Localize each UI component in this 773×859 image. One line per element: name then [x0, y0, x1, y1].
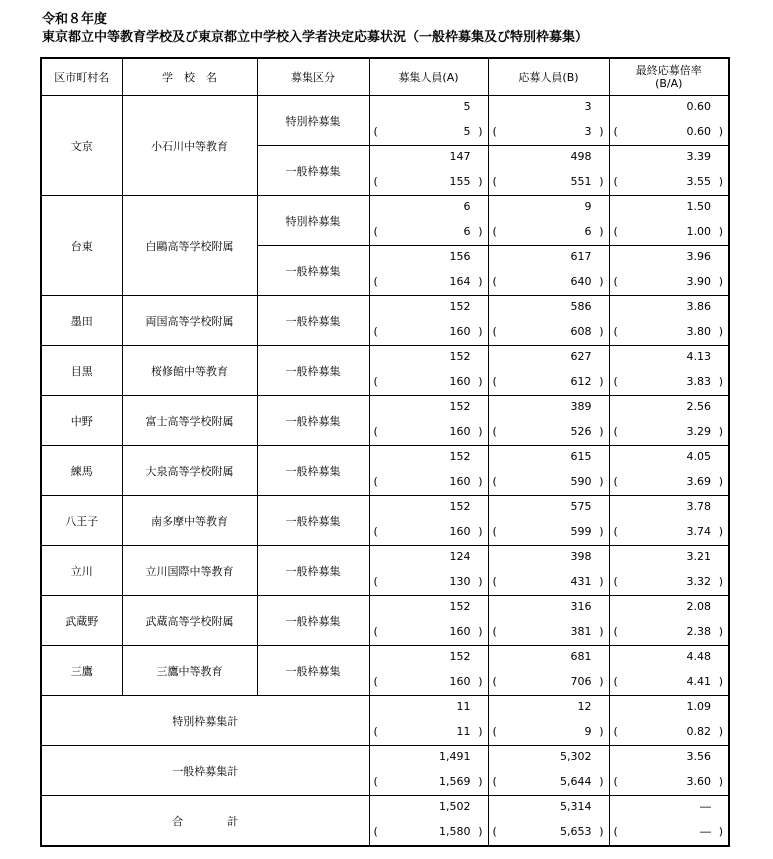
ratio-cell [609, 396, 729, 446]
capacity-prev-open-paren: ( [373, 775, 378, 788]
header-ratio [609, 58, 729, 96]
category-cell: 特別枠募集 [257, 196, 369, 246]
capacity-previous: 160 [449, 625, 471, 638]
table-row [41, 596, 729, 646]
school-cell: 大泉高等学校附属 [122, 446, 257, 496]
table-row [41, 96, 729, 146]
ratio-prev-close-paren: ) [718, 825, 723, 838]
ratio-prev-close-paren: ) [718, 725, 723, 738]
applicants-cell [488, 746, 609, 796]
capacity-previous: 11 [456, 725, 471, 738]
applicants-previous: 6 [584, 225, 592, 238]
applicants-prev-open-paren: ( [492, 775, 497, 788]
ratio-cell [609, 196, 729, 246]
ward-cell: 三鷹 [41, 646, 122, 696]
ratio-current: 2.08 [686, 600, 711, 613]
ratio-prev-close-paren: ) [718, 575, 723, 588]
capacity-prev-open-paren: ( [373, 475, 378, 488]
capacity-prev-close-paren: ) [478, 375, 483, 388]
ratio-previous: 3.29 [686, 425, 711, 438]
ratio-cell [609, 696, 729, 746]
capacity-current: 152 [449, 450, 471, 463]
applicants-cell [488, 696, 609, 746]
ratio-current: 3.96 [686, 250, 711, 263]
table-row [41, 196, 729, 246]
capacity-cell [369, 446, 488, 496]
ratio-prev-open-paren: ( [613, 475, 618, 488]
capacity-current: 6 [463, 200, 471, 213]
document-title: 東京都立中等教育学校及び東京都立中学校入学者決定応募状況（一般枠募集及び特別枠募集） [42, 30, 589, 45]
capacity-cell [369, 196, 488, 246]
ward-cell: 目黒 [41, 346, 122, 396]
capacity-current: 1,491 [439, 750, 471, 763]
applicants-previous: 381 [570, 625, 592, 638]
applicants-prev-open-paren: ( [492, 125, 497, 138]
ratio-cell [609, 646, 729, 696]
ratio-prev-open-paren: ( [613, 725, 618, 738]
header-ratio-line1: 最終応募倍率 [635, 64, 702, 77]
ratio-current: 3.78 [686, 500, 711, 513]
applicants-current: 575 [570, 500, 592, 513]
ward-cell: 中野 [41, 396, 122, 446]
ratio-previous: 2.38 [686, 625, 711, 638]
category-cell: 一般枠募集 [257, 246, 369, 296]
category-cell: 一般枠募集 [257, 446, 369, 496]
header-ratio-line2: (B/A) [655, 77, 683, 90]
applicants-prev-close-paren: ) [599, 775, 604, 788]
category-cell: 特別枠募集 [257, 96, 369, 146]
capacity-current: 124 [449, 550, 471, 563]
ratio-prev-open-paren: ( [613, 825, 618, 838]
ratio-prev-open-paren: ( [613, 425, 618, 438]
header-category: 募集区分 [257, 58, 369, 96]
capacity-prev-open-paren: ( [373, 275, 378, 288]
applicants-prev-open-paren: ( [492, 475, 497, 488]
ratio-previous: 3.69 [686, 475, 711, 488]
header-school: 学 校 名 [122, 58, 257, 96]
capacity-prev-close-paren: ) [478, 325, 483, 338]
applicants-previous: 590 [570, 475, 592, 488]
ratio-current: 1.09 [686, 700, 711, 713]
total-row [41, 746, 729, 796]
category-cell: 一般枠募集 [257, 146, 369, 196]
capacity-cell [369, 346, 488, 396]
category-cell: 一般枠募集 [257, 546, 369, 596]
ward-cell: 八王子 [41, 496, 122, 546]
capacity-current: 5 [463, 100, 471, 113]
applicants-current: 615 [570, 450, 592, 463]
capacity-prev-open-paren: ( [373, 225, 378, 238]
applicants-previous: 5,653 [560, 825, 592, 838]
category-cell: 一般枠募集 [257, 496, 369, 546]
capacity-prev-close-paren: ) [478, 275, 483, 288]
applicants-cell [488, 796, 609, 847]
ratio-prev-close-paren: ) [718, 525, 723, 538]
applicants-prev-open-paren: ( [492, 225, 497, 238]
school-cell: 両国高等学校附属 [122, 296, 257, 346]
capacity-prev-close-paren: ) [478, 425, 483, 438]
capacity-cell [369, 146, 488, 196]
capacity-prev-close-paren: ) [478, 475, 483, 488]
ratio-prev-close-paren: ) [718, 375, 723, 388]
school-cell: 立川国際中等教育 [122, 546, 257, 596]
applicants-prev-close-paren: ) [599, 625, 604, 638]
ratio-cell [609, 146, 729, 196]
capacity-prev-close-paren: ) [478, 675, 483, 688]
capacity-current: 147 [449, 150, 471, 163]
capacity-cell [369, 246, 488, 296]
category-cell: 一般枠募集 [257, 296, 369, 346]
capacity-cell [369, 596, 488, 646]
capacity-prev-close-paren: ) [478, 775, 483, 788]
applicants-cell [488, 446, 609, 496]
applicants-prev-close-paren: ) [599, 425, 604, 438]
ratio-prev-close-paren: ) [718, 425, 723, 438]
applicants-cell [488, 496, 609, 546]
capacity-cell [369, 646, 488, 696]
applicants-previous: 608 [570, 325, 592, 338]
applicants-cell [488, 246, 609, 296]
ratio-current: 2.56 [686, 400, 711, 413]
applicants-previous: 599 [570, 525, 592, 538]
applicants-prev-open-paren: ( [492, 175, 497, 188]
ratio-previous: 1.00 [686, 225, 711, 238]
capacity-prev-open-paren: ( [373, 625, 378, 638]
ratio-cell [609, 296, 729, 346]
applicants-prev-open-paren: ( [492, 375, 497, 388]
capacity-cell [369, 96, 488, 146]
applicants-current: 617 [570, 250, 592, 263]
capacity-current: 11 [456, 700, 471, 713]
capacity-prev-open-paren: ( [373, 325, 378, 338]
ratio-previous: 0.82 [686, 725, 711, 738]
capacity-prev-open-paren: ( [373, 525, 378, 538]
header-ward: 区市町村名 [41, 58, 122, 96]
ward-cell: 練馬 [41, 446, 122, 496]
capacity-prev-open-paren: ( [373, 125, 378, 138]
year-title: 令和８年度 [42, 12, 108, 27]
category-cell: 一般枠募集 [257, 596, 369, 646]
capacity-previous: 160 [449, 475, 471, 488]
school-cell: 富士高等学校附属 [122, 396, 257, 446]
capacity-previous: 164 [449, 275, 471, 288]
capacity-current: 152 [449, 300, 471, 313]
ratio-current: 3.56 [686, 750, 711, 763]
ratio-prev-open-paren: ( [613, 375, 618, 388]
ratio-previous: 3.83 [686, 375, 711, 388]
applicants-current: 389 [570, 400, 592, 413]
ratio-prev-close-paren: ) [718, 275, 723, 288]
capacity-current: 152 [449, 650, 471, 663]
capacity-previous: 130 [449, 575, 471, 588]
ratio-prev-open-paren: ( [613, 175, 618, 188]
ratio-cell [609, 746, 729, 796]
total-label-cell: 合 計 [41, 796, 369, 847]
capacity-prev-close-paren: ) [478, 825, 483, 838]
capacity-current: 152 [449, 600, 471, 613]
ratio-cell [609, 246, 729, 296]
ratio-prev-open-paren: ( [613, 625, 618, 638]
total-row [41, 696, 729, 746]
applicants-current: 3 [584, 100, 592, 113]
capacity-prev-open-paren: ( [373, 575, 378, 588]
capacity-previous: 5 [463, 125, 471, 138]
applicants-current: 627 [570, 350, 592, 363]
applicants-current: 586 [570, 300, 592, 313]
table-body [41, 96, 729, 847]
table-row [41, 646, 729, 696]
capacity-prev-open-paren: ( [373, 375, 378, 388]
applicants-prev-close-paren: ) [599, 525, 604, 538]
applicants-previous: 551 [570, 175, 592, 188]
capacity-current: 152 [449, 350, 471, 363]
applicants-prev-open-paren: ( [492, 275, 497, 288]
total-label-cell: 一般枠募集計 [41, 746, 369, 796]
applicants-current: 12 [577, 700, 592, 713]
ward-cell: 立川 [41, 546, 122, 596]
applicants-prev-close-paren: ) [599, 325, 604, 338]
capacity-prev-close-paren: ) [478, 175, 483, 188]
capacity-cell [369, 746, 488, 796]
ratio-cell [609, 596, 729, 646]
ward-cell: 武蔵野 [41, 596, 122, 646]
capacity-prev-close-paren: ) [478, 575, 483, 588]
capacity-cell [369, 796, 488, 847]
capacity-prev-close-paren: ) [478, 725, 483, 738]
applicants-prev-open-paren: ( [492, 675, 497, 688]
header-applicants: 応募人員(B) [488, 58, 609, 96]
applicants-prev-close-paren: ) [599, 375, 604, 388]
ratio-previous: 0.60 [686, 125, 711, 138]
header-capacity: 募集人員(A) [369, 58, 488, 96]
category-cell: 一般枠募集 [257, 646, 369, 696]
capacity-cell [369, 296, 488, 346]
table-row [41, 446, 729, 496]
applicants-cell [488, 596, 609, 646]
applicants-cell [488, 296, 609, 346]
applicants-cell [488, 346, 609, 396]
applicants-cell [488, 646, 609, 696]
ratio-prev-close-paren: ) [718, 225, 723, 238]
applicants-prev-open-paren: ( [492, 725, 497, 738]
ratio-previous: 3.60 [686, 775, 711, 788]
ratio-prev-open-paren: ( [613, 325, 618, 338]
table-header-row [41, 58, 729, 96]
table-row [41, 296, 729, 346]
table-row [41, 346, 729, 396]
applicants-cell [488, 196, 609, 246]
applicants-current: 5,314 [560, 800, 592, 813]
ratio-previous: 3.32 [686, 575, 711, 588]
ratio-current: 4.48 [686, 650, 711, 663]
ratio-prev-open-paren: ( [613, 775, 618, 788]
ratio-current: 1.50 [686, 200, 711, 213]
capacity-prev-open-paren: ( [373, 825, 378, 838]
capacity-cell [369, 696, 488, 746]
ward-cell: 文京 [41, 96, 122, 196]
ratio-previous: 3.80 [686, 325, 711, 338]
ratio-prev-close-paren: ) [718, 775, 723, 788]
applicants-prev-close-paren: ) [599, 175, 604, 188]
capacity-prev-open-paren: ( [373, 175, 378, 188]
capacity-previous: 160 [449, 675, 471, 688]
applicants-cell [488, 546, 609, 596]
ratio-prev-open-paren: ( [613, 125, 618, 138]
ratio-cell [609, 346, 729, 396]
applicants-previous: 640 [570, 275, 592, 288]
applicants-previous: 5,644 [560, 775, 592, 788]
ratio-previous: 3.90 [686, 275, 711, 288]
applicants-previous: 3 [584, 125, 592, 138]
ratio-previous: 3.55 [686, 175, 711, 188]
ratio-prev-close-paren: ) [718, 675, 723, 688]
ratio-previous: ― [700, 825, 711, 838]
applicants-prev-open-paren: ( [492, 625, 497, 638]
school-cell: 南多摩中等教育 [122, 496, 257, 546]
capacity-previous: 1,580 [439, 825, 471, 838]
ratio-prev-open-paren: ( [613, 525, 618, 538]
ratio-cell [609, 96, 729, 146]
applicants-cell [488, 396, 609, 446]
category-cell: 一般枠募集 [257, 396, 369, 446]
capacity-current: 156 [449, 250, 471, 263]
ratio-prev-open-paren: ( [613, 675, 618, 688]
ratio-prev-close-paren: ) [718, 325, 723, 338]
applicants-prev-open-paren: ( [492, 825, 497, 838]
capacity-current: 152 [449, 500, 471, 513]
ratio-current: 3.21 [686, 550, 711, 563]
capacity-cell [369, 496, 488, 546]
capacity-previous: 155 [449, 175, 471, 188]
applicants-prev-close-paren: ) [599, 475, 604, 488]
capacity-prev-close-paren: ) [478, 525, 483, 538]
ratio-current: 3.86 [686, 300, 711, 313]
capacity-prev-close-paren: ) [478, 125, 483, 138]
applicants-prev-open-paren: ( [492, 525, 497, 538]
applicants-prev-close-paren: ) [599, 275, 604, 288]
ratio-prev-open-paren: ( [613, 225, 618, 238]
applicants-previous: 706 [570, 675, 592, 688]
ratio-prev-open-paren: ( [613, 575, 618, 588]
ward-cell: 台東 [41, 196, 122, 296]
ratio-current: 3.39 [686, 150, 711, 163]
applicants-current: 398 [570, 550, 592, 563]
capacity-previous: 160 [449, 375, 471, 388]
ratio-previous: 4.41 [686, 675, 711, 688]
applicants-prev-close-paren: ) [599, 225, 604, 238]
school-cell: 小石川中等教育 [122, 96, 257, 196]
school-cell: 桜修館中等教育 [122, 346, 257, 396]
applicants-prev-close-paren: ) [599, 825, 604, 838]
capacity-prev-open-paren: ( [373, 425, 378, 438]
capacity-prev-close-paren: ) [478, 225, 483, 238]
applicants-current: 498 [570, 150, 592, 163]
ratio-current: 4.13 [686, 350, 711, 363]
ratio-prev-open-paren: ( [613, 275, 618, 288]
ratio-cell [609, 546, 729, 596]
applicants-prev-close-paren: ) [599, 125, 604, 138]
admission-status-table [40, 57, 730, 847]
ratio-cell [609, 796, 729, 847]
capacity-cell [369, 396, 488, 446]
applicants-current: 316 [570, 600, 592, 613]
capacity-prev-close-paren: ) [478, 625, 483, 638]
ratio-prev-close-paren: ) [718, 125, 723, 138]
applicants-previous: 9 [584, 725, 592, 738]
capacity-prev-open-paren: ( [373, 675, 378, 688]
capacity-previous: 160 [449, 525, 471, 538]
applicants-prev-open-paren: ( [492, 325, 497, 338]
capacity-current: 152 [449, 400, 471, 413]
applicants-prev-close-paren: ) [599, 725, 604, 738]
table-row [41, 546, 729, 596]
capacity-cell [369, 546, 488, 596]
ratio-previous: 3.74 [686, 525, 711, 538]
applicants-prev-close-paren: ) [599, 575, 604, 588]
ratio-cell [609, 496, 729, 546]
applicants-cell [488, 146, 609, 196]
applicants-prev-open-paren: ( [492, 575, 497, 588]
applicants-previous: 526 [570, 425, 592, 438]
category-cell: 一般枠募集 [257, 346, 369, 396]
total-label-cell: 特別枠募集計 [41, 696, 369, 746]
applicants-cell [488, 96, 609, 146]
school-cell: 三鷹中等教育 [122, 646, 257, 696]
capacity-prev-open-paren: ( [373, 725, 378, 738]
capacity-previous: 1,569 [439, 775, 471, 788]
total-row [41, 796, 729, 847]
table-row [41, 396, 729, 446]
school-cell: 武蔵高等学校附属 [122, 596, 257, 646]
applicants-previous: 612 [570, 375, 592, 388]
capacity-previous: 160 [449, 325, 471, 338]
capacity-previous: 6 [463, 225, 471, 238]
ratio-current: 4.05 [686, 450, 711, 463]
ratio-cell [609, 446, 729, 496]
capacity-current: 1,502 [439, 800, 471, 813]
applicants-current: 9 [584, 200, 592, 213]
table-row [41, 496, 729, 546]
applicants-current: 5,302 [560, 750, 592, 763]
applicants-previous: 431 [570, 575, 592, 588]
capacity-previous: 160 [449, 425, 471, 438]
applicants-prev-close-paren: ) [599, 675, 604, 688]
applicants-current: 681 [570, 650, 592, 663]
ward-cell: 墨田 [41, 296, 122, 346]
applicants-prev-open-paren: ( [492, 425, 497, 438]
ratio-prev-close-paren: ) [718, 625, 723, 638]
ratio-current: 0.60 [686, 100, 711, 113]
ratio-prev-close-paren: ) [718, 175, 723, 188]
ratio-current: ― [700, 800, 711, 813]
ratio-prev-close-paren: ) [718, 475, 723, 488]
school-cell: 白鷗高等学校附属 [122, 196, 257, 296]
